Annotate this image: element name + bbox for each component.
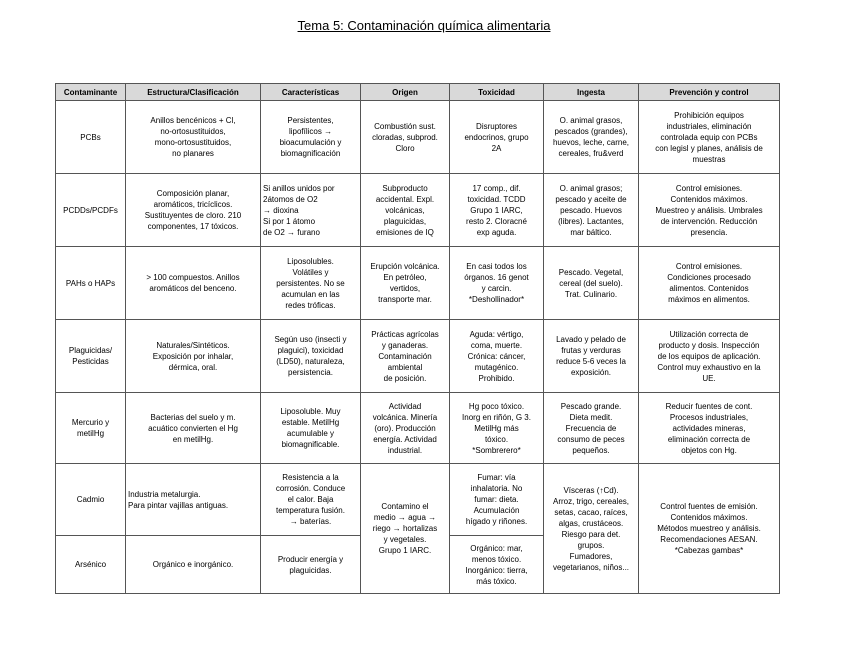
cell-prevencion-shared: Control fuentes de emisión. Contenidos máximos. Métodos muestreo y análisis. Recomendaciones AESAN. *Cabezas gambas* (639, 464, 780, 594)
page-title: Tema 5: Contaminación química alimentaria (297, 18, 551, 33)
header-prevencion: Prevención y control (639, 84, 780, 101)
cell-origen: Erupción volcánica. En petróleo, vertidos, transporte mar. (361, 247, 450, 320)
cell-toxicidad: 17 comp., dif. toxicidad. TCDD Grupo 1 IARC, resto 2. Cloracné exp aguda. (450, 174, 544, 247)
contaminants-table (55, 83, 780, 594)
cell-toxicidad: Disruptores endocrinos, grupo 2A (450, 101, 544, 174)
header-ingesta: Ingesta (544, 84, 639, 101)
row-name: Plaguicidas/ Pesticidas (56, 320, 126, 393)
cell-caracteristicas: Producir energía y plaguicidas. (261, 536, 361, 594)
cell-ingesta: Pescado. Vegetal, cereal (del suelo). Trat. Culinario. (544, 247, 639, 320)
cell-prevencion: Prohibición equipos industriales, eliminación controlada equip con PCBs con legisl y planes, análisis de muestras (639, 101, 780, 174)
cell-caracteristicas: Según uso (insecti y plaguici), toxicidad (LD50), naturaleza, persistencia. (261, 320, 361, 393)
cell-estructura: Industria metalurgia. Para pintar vajillas antiguas. (126, 464, 261, 536)
row-name: Arsénico (56, 536, 126, 594)
row-name: PCDDs/PCDFs (56, 174, 126, 247)
cell-estructura: Bacterias del suelo y m. acuático convierten el Hg en metilHg. (126, 393, 261, 464)
cell-caracteristicas: Resistencia a la corrosión. Conduce el calor. Baja temperatura fusión. → baterías. (261, 464, 361, 536)
cell-prevencion: Control emisiones. Contenidos máximos. Muestreo y análisis. Umbrales de intervención. Reducción presencia. (639, 174, 780, 247)
cell-estructura: Composición planar, aromáticos, tricíclicos. Sustituyentes de cloro. 210 componentes, 17 tóxicos. (126, 174, 261, 247)
cell-caracteristicas: Liposolubles. Volátiles y persistentes. No se acumulan en las redes tróficas. (261, 247, 361, 320)
cell-ingesta: Lavado y pelado de frutas y verduras reduce 5-6 veces la exposición. (544, 320, 639, 393)
cell-ingesta: O. animal grasos; pescado y aceite de pescado. Huevos (libres). Lactantes, mar báltico. (544, 174, 639, 247)
cell-origen: Actividad volcánica. Minería (oro). Producción energía. Actividad industrial. (361, 393, 450, 464)
cell-ingesta: O. animal grasos, pescados (grandes), huevos, leche, carne, cereales, fru&verd (544, 101, 639, 174)
row-name: PAHs o HAPs (56, 247, 126, 320)
table-row (56, 247, 780, 320)
cell-prevencion: Utilización correcta de producto y dosis. Inspección de los equipos de aplicación. Control muy exhaustivo en la UE. (639, 320, 780, 393)
header-caracteristicas: Características (261, 84, 361, 101)
cell-toxicidad: Aguda: vértigo, coma, muerte. Crónica: cáncer, mutagénico. Prohibido. (450, 320, 544, 393)
cell-toxicidad: Orgánico: mar, menos tóxico. Inorgánico: tierra, más tóxico. (450, 536, 544, 594)
cell-origen: Subproducto accidental. Expl. volcánicas, plaguicidas, emisiones de IQ (361, 174, 450, 247)
cell-caracteristicas: Persistentes, lipofílicos → bioacumulación y biomagnificación (261, 101, 361, 174)
table-row (56, 174, 780, 247)
table-row (56, 464, 780, 536)
header-toxicidad: Toxicidad (450, 84, 544, 101)
header-estructura: Estructura/Clasificación (126, 84, 261, 101)
cell-estructura: Anillos bencénicos + Cl, no-ortosustituidos, mono-ortosustituidos, no planares (126, 101, 261, 174)
row-name: Cadmio (56, 464, 126, 536)
cell-estructura: Naturales/Sintéticos. Exposición por inhalar, dérmica, oral. (126, 320, 261, 393)
cell-ingesta: Pescado grande. Dieta medit. Frecuencia de consumo de peces pequeños. (544, 393, 639, 464)
header-row (56, 84, 780, 101)
cell-estructura: Orgánico e inorgánico. (126, 536, 261, 594)
cell-origen: Prácticas agrícolas y ganaderas. Contaminación ambiental de posición. (361, 320, 450, 393)
cell-estructura: > 100 compuestos. Anillos aromáticos del benceno. (126, 247, 261, 320)
header-origen: Origen (361, 84, 450, 101)
cell-prevencion: Control emisiones. Condiciones procesado alimentos. Contenidos máximos en alimentos. (639, 247, 780, 320)
cell-caracteristicas: Liposoluble. Muy estable. MetilHg acumulable y biomagnificable. (261, 393, 361, 464)
table-row (56, 101, 780, 174)
cell-toxicidad: Fumar: vía inhalatoria. No fumar: dieta. Acumulación hígado y riñones. (450, 464, 544, 536)
cell-origen: Combustión sust. cloradas, subprod. Cloro (361, 101, 450, 174)
cell-toxicidad: Hg poco tóxico. Inorg en riñón, G 3. MetilHg más tóxico. *Sombrerero* (450, 393, 544, 464)
cell-ingesta-shared: Vísceras (↑Cd). Arroz, trigo, cereales, setas, cacao, raíces, algas, crustáceos. Riesgo para det. grupos. Fumadores, vegetarianos, niños... (544, 464, 639, 594)
cell-toxicidad: En casi todos los órganos. 16 genot y carcin. *Deshollinador* (450, 247, 544, 320)
cell-origen-shared: Contamino el medio → agua → riego → hortalizas y vegetales. Grupo 1 IARC. (361, 464, 450, 594)
header-contaminante: Contaminante (56, 84, 126, 101)
table-row (56, 320, 780, 393)
row-name: PCBs (56, 101, 126, 174)
cell-prevencion: Reducir fuentes de cont. Procesos industriales, actividades mineras, eliminación correcta de objetos con Hg. (639, 393, 780, 464)
cell-caracteristicas: Si anillos unidos por 2átomos de O2 → dioxina Si por 1 átomo de O2 → furano (261, 174, 361, 247)
table-row (56, 393, 780, 464)
row-name: Mercurio y metilHg (56, 393, 126, 464)
